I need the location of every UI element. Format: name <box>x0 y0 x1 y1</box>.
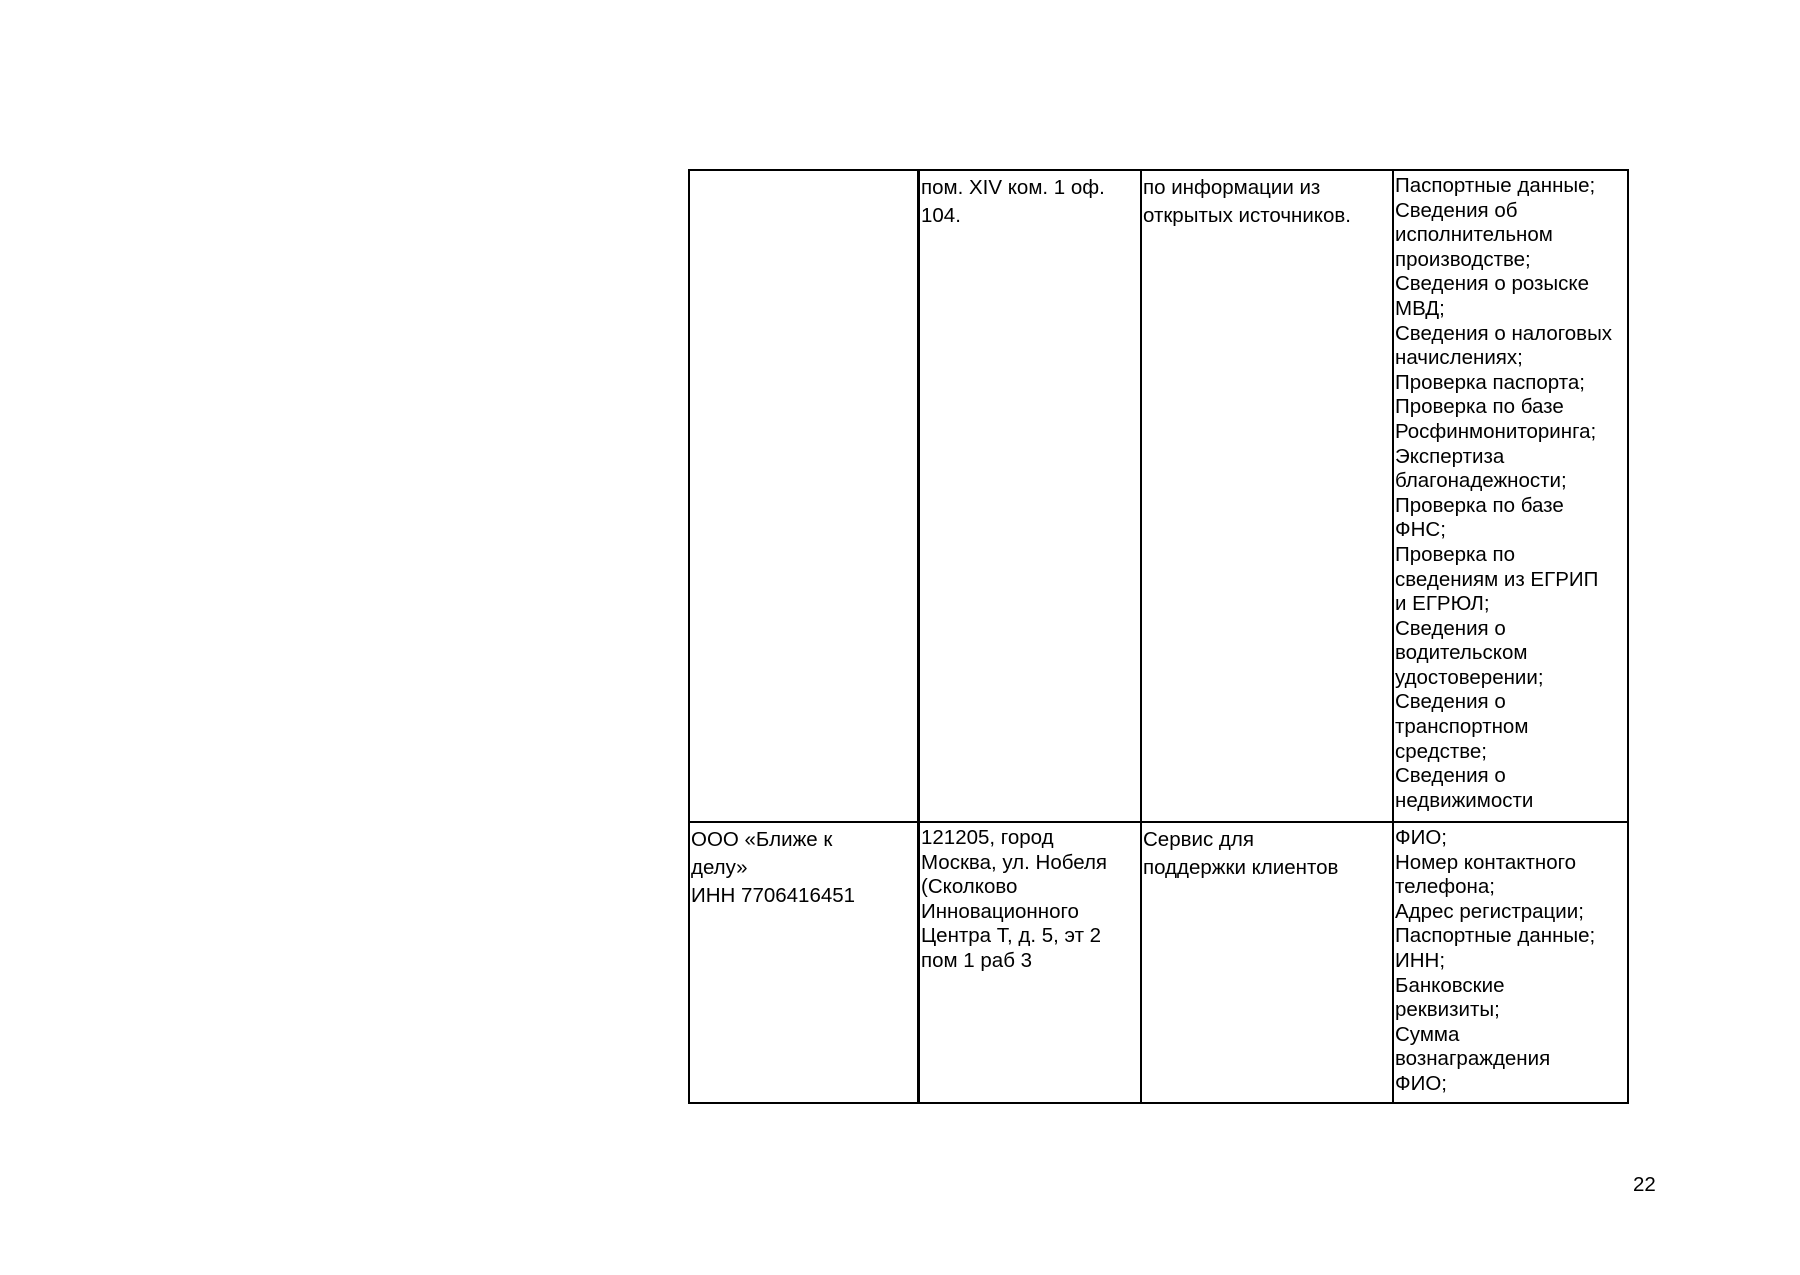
data-list-line: транспортном <box>1395 715 1529 739</box>
table-cell-data-list <box>1393 822 1628 1103</box>
data-list-line: ФИО; <box>1395 1071 1447 1095</box>
data-list-line: Проверка по базе <box>1395 395 1564 419</box>
table-cell-purpose <box>1141 170 1393 822</box>
data-list-line: недвижимости <box>1395 788 1534 812</box>
table-cell-organization <box>689 822 919 1103</box>
table-cell-purpose <box>1141 822 1393 1103</box>
data-list-line: Паспортные данные; <box>1395 174 1596 197</box>
address-line: 121205, город <box>921 826 1054 849</box>
address-line: пом 1 раб 3 <box>921 948 1033 972</box>
data-list-line: вознаграждения <box>1395 1047 1551 1071</box>
organization-line: ООО «Ближе к <box>691 828 833 851</box>
data-list-line: ИНН; <box>1395 948 1446 972</box>
page-number: 22 <box>1633 1173 1656 1196</box>
purpose-line: по информации из <box>1143 176 1321 199</box>
data-list-line: Сведения о налоговых <box>1395 321 1613 345</box>
purpose-line: Сервис для <box>1143 828 1254 851</box>
data-list-line: производстве; <box>1395 247 1531 271</box>
table-cell-organization <box>689 170 919 822</box>
purpose-line: поддержки клиентов <box>1143 856 1339 879</box>
data-list-line: МВД; <box>1395 296 1445 320</box>
address-line: пом. XIV ком. 1 оф. <box>921 176 1105 199</box>
data-list-line: Банковские <box>1395 973 1505 997</box>
organization-inn: ИНН 7706416451 <box>691 884 856 907</box>
data-list-line: Паспортные данные; <box>1395 924 1596 948</box>
data-list-line: Сумма <box>1395 1022 1460 1046</box>
data-list-line: удостоверении; <box>1395 665 1544 689</box>
data-list-line: Экспертиза <box>1395 444 1505 468</box>
table-row <box>689 822 1628 1103</box>
data-list-line: сведениям из ЕГРИП <box>1395 567 1599 591</box>
data-list-line: средстве; <box>1395 739 1487 763</box>
data-list-line: Адрес регистрации; <box>1395 899 1584 923</box>
data-list-line: и ЕГРЮЛ; <box>1395 592 1490 616</box>
data-list-line: Сведения о <box>1395 690 1506 714</box>
data-list-line: ФИО; <box>1395 826 1447 849</box>
data-list-line: реквизиты; <box>1395 998 1500 1022</box>
data-processors-table <box>688 169 1629 1104</box>
address-line: Москва, ул. Нобеля <box>921 850 1108 874</box>
data-list-line: исполнительном <box>1395 223 1553 247</box>
data-list-line: благонадежности; <box>1395 469 1567 493</box>
address-line: Центра Т, д. 5, эт 2 <box>921 924 1102 948</box>
table-row <box>689 170 1628 822</box>
data-list-line: Проверка паспорта; <box>1395 370 1585 394</box>
table-cell-address <box>919 822 1142 1103</box>
data-list-line: водительском <box>1395 641 1528 665</box>
address-line: (Сколково <box>921 875 1018 899</box>
data-list-line: Сведения о <box>1395 616 1506 640</box>
data-list-line: Сведения об <box>1395 198 1518 222</box>
data-list-line: Номер контактного <box>1395 850 1577 874</box>
data-list-line: телефона; <box>1395 875 1495 899</box>
organization-line: делу» <box>691 856 748 879</box>
table-cell-data-list <box>1393 170 1628 822</box>
address-line: Инновационного <box>921 899 1079 923</box>
purpose-line: открытых источников. <box>1143 204 1351 227</box>
data-list-line: Росфинмониторинга; <box>1395 419 1597 443</box>
data-list-line: Сведения о <box>1395 764 1506 788</box>
data-list-line: начислениях; <box>1395 346 1523 370</box>
data-list-line: Проверка по базе <box>1395 493 1564 517</box>
table-cell-address <box>919 170 1142 822</box>
data-list-line: ФНС; <box>1395 518 1446 542</box>
data-list-line: Сведения о розыске <box>1395 272 1589 296</box>
address-line: 104. <box>921 204 961 227</box>
data-list-line: Проверка по <box>1395 542 1516 566</box>
